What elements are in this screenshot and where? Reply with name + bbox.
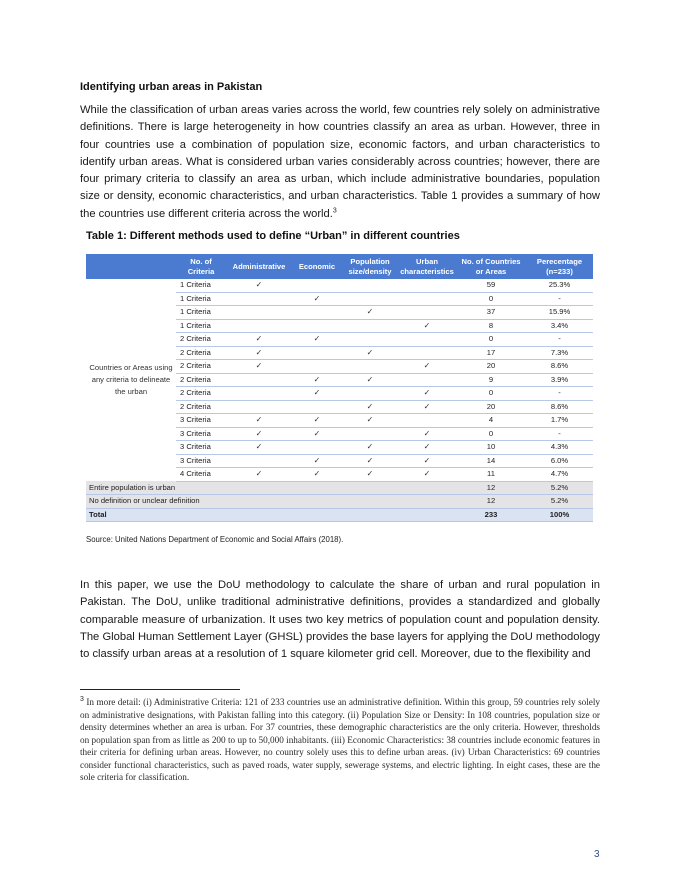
economic-cell — [292, 427, 342, 441]
criteria-count-cell: 3 Criteria — [176, 427, 226, 441]
criteria-count-cell: 1 Criteria — [176, 319, 226, 333]
economic-cell — [292, 387, 342, 401]
country-count-cell: 8 — [456, 319, 526, 333]
summary-row — [86, 495, 593, 509]
checkmark-icon: ✓ — [366, 415, 374, 425]
economic-cell — [292, 373, 342, 387]
total-row — [86, 508, 593, 522]
urban-characteristics-cell — [398, 279, 456, 292]
checkmark-icon: ✓ — [423, 401, 431, 411]
urban-characteristics-cell — [398, 292, 456, 306]
percentage-cell: 8.6% — [526, 400, 593, 414]
urban-characteristics-cell — [398, 400, 456, 414]
economic-cell — [292, 400, 342, 414]
checkmark-icon: ✓ — [366, 307, 374, 317]
footnote-number: 3 — [80, 695, 84, 703]
country-count-cell: 0 — [456, 333, 526, 347]
economic-cell — [292, 360, 342, 374]
percentage-cell: 4.7% — [526, 468, 593, 482]
checkmark-icon: ✓ — [366, 469, 374, 479]
economic-cell — [292, 333, 342, 347]
footnote-reference[interactable]: 3 — [332, 207, 337, 215]
table-row — [86, 279, 593, 292]
administrative-cell — [226, 292, 292, 306]
checkmark-icon: ✓ — [423, 455, 431, 465]
criteria-count-cell: 1 Criteria — [176, 292, 226, 306]
economic-cell — [292, 306, 342, 320]
urban-characteristics-cell — [398, 346, 456, 360]
administrative-cell — [226, 346, 292, 360]
checkmark-icon: ✓ — [313, 469, 321, 479]
urban-characteristics-cell — [398, 333, 456, 347]
checkmark-icon: ✓ — [366, 347, 374, 357]
percentage-cell: 3.9% — [526, 373, 593, 387]
economic-cell — [292, 279, 342, 292]
country-count-cell: 12 — [456, 481, 526, 495]
country-count-cell: 11 — [456, 468, 526, 482]
percentage-cell: 25.3% — [526, 279, 593, 292]
checkmark-icon: ✓ — [255, 442, 263, 452]
administrative-cell — [226, 333, 292, 347]
checkmark-icon: ✓ — [313, 374, 321, 384]
country-count-cell: 10 — [456, 441, 526, 455]
administrative-cell — [226, 441, 292, 455]
page-number: 3 — [594, 849, 600, 860]
summary-label: No definition or unclear definition — [86, 495, 456, 509]
criteria-count-cell: 4 Criteria — [176, 468, 226, 482]
population-cell — [342, 306, 398, 320]
table-source: Source: United Nations Department of Economic and Social Affairs (2018). — [86, 535, 344, 544]
checkmark-icon: ✓ — [313, 388, 321, 398]
table-header-row — [86, 254, 593, 279]
population-cell — [342, 333, 398, 347]
population-cell — [342, 400, 398, 414]
country-count-cell: 4 — [456, 414, 526, 428]
criteria-count-cell: 2 Criteria — [176, 346, 226, 360]
header-administrative: Administrative — [226, 254, 292, 279]
percentage-cell: - — [526, 292, 593, 306]
criteria-table — [86, 254, 593, 522]
urban-characteristics-cell — [398, 414, 456, 428]
criteria-count-cell: 2 Criteria — [176, 400, 226, 414]
checkmark-icon: ✓ — [366, 455, 374, 465]
header-percentage: Perecentage (n=233) — [526, 254, 593, 279]
criteria-count-cell: 1 Criteria — [176, 279, 226, 292]
urban-characteristics-cell — [398, 373, 456, 387]
urban-characteristics-cell — [398, 360, 456, 374]
percentage-cell: 8.6% — [526, 360, 593, 374]
header-no-of-countries: No. of Countries or Areas — [456, 254, 526, 279]
administrative-cell — [226, 360, 292, 374]
criteria-count-cell: 1 Criteria — [176, 306, 226, 320]
criteria-count-cell: 2 Criteria — [176, 373, 226, 387]
percentage-cell: 15.9% — [526, 306, 593, 320]
checkmark-icon: ✓ — [313, 415, 321, 425]
population-cell — [342, 427, 398, 441]
percentage-cell: 5.2% — [526, 481, 593, 495]
population-cell — [342, 292, 398, 306]
group-label: Countries or Areas using any criteria to delineate the urban — [89, 363, 173, 396]
header-urban-characteristics: Urban characteristics — [398, 254, 456, 279]
intro-paragraph — [80, 102, 600, 223]
population-cell — [342, 360, 398, 374]
country-count-cell: 12 — [456, 495, 526, 509]
administrative-cell — [226, 414, 292, 428]
administrative-cell — [226, 387, 292, 401]
checkmark-icon: ✓ — [255, 415, 263, 425]
criteria-count-cell: 2 Criteria — [176, 333, 226, 347]
economic-cell — [292, 414, 342, 428]
total-percentage-cell: 100% — [526, 508, 593, 522]
country-count-cell: 9 — [456, 373, 526, 387]
header-no-of-criteria: No. of Criteria — [176, 254, 226, 279]
criteria-count-cell: 2 Criteria — [176, 387, 226, 401]
footnote-text: In more detail: (i) Administrative Criteria: 121 of 233 countries use an administrative definition. Within this group, 59 countries rely solely on administrative designations, with Pakistan falling into this category. (ii) Population Size or Density: In 108 countries, population size or density determines whether an area is urban. For 37 countries, these demographic characteristics are the only criteria. However, thresholds on population span from as little as 200 to up to 50,000 inhabitants. (iii) Economic Characteristics: 38 countries include economic features in their criteria for defining urban areas. However, no country solely uses this to define urban areas. (iv) Urban Characteristics: 69 countries consider functional characteristics, such as paved roads, water supply, sewerage systems, and electric lighting. In eight cases, these are the sole criteria for classification. — [80, 697, 601, 782]
total-label: Total — [86, 508, 456, 522]
economic-cell — [292, 346, 342, 360]
checkmark-icon: ✓ — [366, 442, 374, 452]
checkmark-icon: ✓ — [423, 442, 431, 452]
administrative-cell — [226, 427, 292, 441]
checkmark-icon: ✓ — [366, 401, 374, 411]
summary-row — [86, 481, 593, 495]
checkmark-icon: ✓ — [255, 280, 263, 290]
checkmark-icon: ✓ — [255, 428, 263, 438]
country-count-cell: 14 — [456, 454, 526, 468]
economic-cell — [292, 292, 342, 306]
population-cell — [342, 387, 398, 401]
economic-cell — [292, 441, 342, 455]
checkmark-icon: ✓ — [313, 455, 321, 465]
urban-characteristics-cell — [398, 427, 456, 441]
checkmark-icon: ✓ — [313, 334, 321, 344]
header-population: Population size/density — [342, 254, 398, 279]
economic-cell — [292, 319, 342, 333]
percentage-cell: - — [526, 333, 593, 347]
checkmark-icon: ✓ — [423, 388, 431, 398]
criteria-count-cell: 2 Criteria — [176, 360, 226, 374]
intro-paragraph-text: While the classification of urban areas varies across the world, few countries rely solely on administrative definitions. There is large heterogeneity in how countries classify an area as urban. However, three in four countries use a combination of population size, economic factors, and urban characteristics to identify urban areas. What is considered urban varies considerably across countries; however, there are four primary criteria to classify an area as urban, which include administrative boundaries, population size or density, economic characteristics, and urban characteristics. Table 1 provides a summary of how the countries use different criteria across the world. — [80, 104, 600, 220]
header-economic: Economic — [292, 254, 342, 279]
percentage-cell: - — [526, 427, 593, 441]
administrative-cell — [226, 468, 292, 482]
administrative-cell — [226, 306, 292, 320]
population-cell — [342, 319, 398, 333]
economic-cell — [292, 468, 342, 482]
percentage-cell: 7.3% — [526, 346, 593, 360]
checkmark-icon: ✓ — [366, 374, 374, 384]
checkmark-icon: ✓ — [423, 361, 431, 371]
section-heading: Identifying urban areas in Pakistan — [80, 81, 263, 93]
population-cell — [342, 441, 398, 455]
population-cell — [342, 414, 398, 428]
checkmark-icon: ✓ — [255, 347, 263, 357]
summary-label: Entire population is urban — [86, 481, 456, 495]
checkmark-icon: ✓ — [255, 469, 263, 479]
urban-characteristics-cell — [398, 387, 456, 401]
urban-characteristics-cell — [398, 454, 456, 468]
total-count-cell: 233 — [456, 508, 526, 522]
country-count-cell: 0 — [456, 427, 526, 441]
administrative-cell — [226, 454, 292, 468]
footnote — [80, 696, 600, 784]
population-cell — [342, 346, 398, 360]
economic-cell — [292, 454, 342, 468]
percentage-cell: 1.7% — [526, 414, 593, 428]
urban-characteristics-cell — [398, 441, 456, 455]
table-title: Table 1: Different methods used to define “Urban” in different countries — [86, 230, 460, 242]
percentage-cell: 3.4% — [526, 319, 593, 333]
population-cell — [342, 468, 398, 482]
country-count-cell: 0 — [456, 292, 526, 306]
population-cell — [342, 454, 398, 468]
administrative-cell — [226, 373, 292, 387]
population-cell — [342, 373, 398, 387]
country-count-cell: 59 — [456, 279, 526, 292]
checkmark-icon: ✓ — [313, 428, 321, 438]
population-cell — [342, 279, 398, 292]
urban-characteristics-cell — [398, 468, 456, 482]
urban-characteristics-cell — [398, 319, 456, 333]
administrative-cell — [226, 400, 292, 414]
urban-characteristics-cell — [398, 306, 456, 320]
criteria-count-cell: 3 Criteria — [176, 454, 226, 468]
criteria-count-cell: 3 Criteria — [176, 441, 226, 455]
percentage-cell: 6.0% — [526, 454, 593, 468]
checkmark-icon: ✓ — [313, 293, 321, 303]
methodology-paragraph: In this paper, we use the DoU methodology to calculate the share of urban and rural population in Pakistan. The DoU, unlike traditional administrative definitions, provides a standardized and globally comparable measure of urbanization. It uses two key metrics of population count and population density. The Global Human Settlement Layer (GHSL) provides the base layers for applying the DoU methodology to classify urban areas at a resolution of 1 square kilometer grid cell. Moreover, due to the flexibility and — [80, 579, 600, 661]
country-count-cell: 37 — [456, 306, 526, 320]
checkmark-icon: ✓ — [423, 428, 431, 438]
checkmark-icon: ✓ — [423, 469, 431, 479]
country-count-cell: 17 — [456, 346, 526, 360]
country-count-cell: 20 — [456, 360, 526, 374]
checkmark-icon: ✓ — [255, 334, 263, 344]
country-count-cell: 20 — [456, 400, 526, 414]
country-count-cell: 0 — [456, 387, 526, 401]
percentage-cell: 4.3% — [526, 441, 593, 455]
criteria-count-cell: 3 Criteria — [176, 414, 226, 428]
percentage-cell: 5.2% — [526, 495, 593, 509]
administrative-cell — [226, 279, 292, 292]
header-blank — [86, 254, 176, 279]
administrative-cell — [226, 319, 292, 333]
footnote-separator — [80, 689, 240, 690]
percentage-cell: - — [526, 387, 593, 401]
checkmark-icon: ✓ — [255, 361, 263, 371]
checkmark-icon: ✓ — [423, 320, 431, 330]
